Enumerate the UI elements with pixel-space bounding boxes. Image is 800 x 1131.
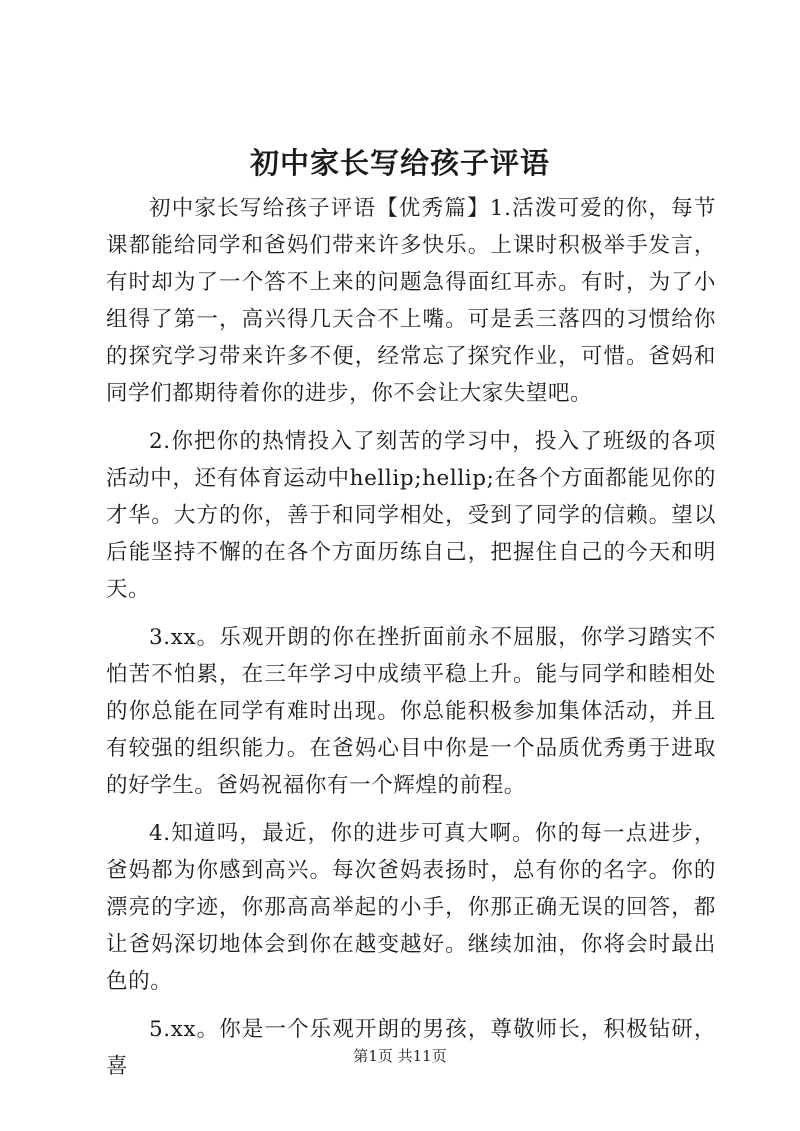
document-body bbox=[106, 190, 716, 1096]
paragraph-4: 4.知道吗，最近，你的进步可真大啊。你的每一点进步，爸妈都为你感到高兴。每次爸妈表扬时，总有你的名字。你的漂亮的字迹，你那高高举起的小手，你那正确无误的回答，都让爸妈深切地体会到你在越变越好。继续加油，你将会时最出色的。 bbox=[106, 821, 716, 994]
paragraph-3: 3.xx。乐观开朗的你在挫折面前永不屈服，你学习踏实不怕苦不怕累，在三年学习中成绩平稳上升。能与同学和睦相处的你总能在同学有难时出现。你总能积极参加集体活动，并且有较强的组织能力。在爸妈心目中你是一个品质优秀勇于进取的好学生。爸妈祝福你有一个辉煌的前程。 bbox=[106, 625, 716, 798]
paragraph-1: 初中家长写给孩子评语【优秀篇】1.活泼可爱的你，每节课都能给同学和爸妈们带来许多快乐。上课时积极举手发言，有时却为了一个答不上来的问题急得面红耳赤。有时，为了小组得了第一，高兴得几天合不上嘴。可是丢三落四的习惯给你的探究学习带来许多不便，经常忘了探究作业，可惜。爸妈和同学们都期待着你的进步，你不会让大家失望吧。 bbox=[106, 196, 716, 406]
document-title: 初中家长写给孩子评语 bbox=[249, 146, 550, 180]
page-number-footer: 第1页 共11页 bbox=[353, 1047, 447, 1065]
paragraph-2: 2.你把你的热情投入了刻苦的学习中，投入了班级的各项活动中，还有体育运动中hellip;hellip;在各个方面都能见你的才华。大方的你，善于和同学相处，受到了同学的信赖。望以后能坚持不懈的在各个方面历练自己，把握住自己的今天和明天。 bbox=[106, 429, 716, 602]
paragraph-5: 5.xx。你是一个乐观开朗的男孩，尊敬师长，积极钻研，喜 bbox=[106, 1017, 716, 1079]
